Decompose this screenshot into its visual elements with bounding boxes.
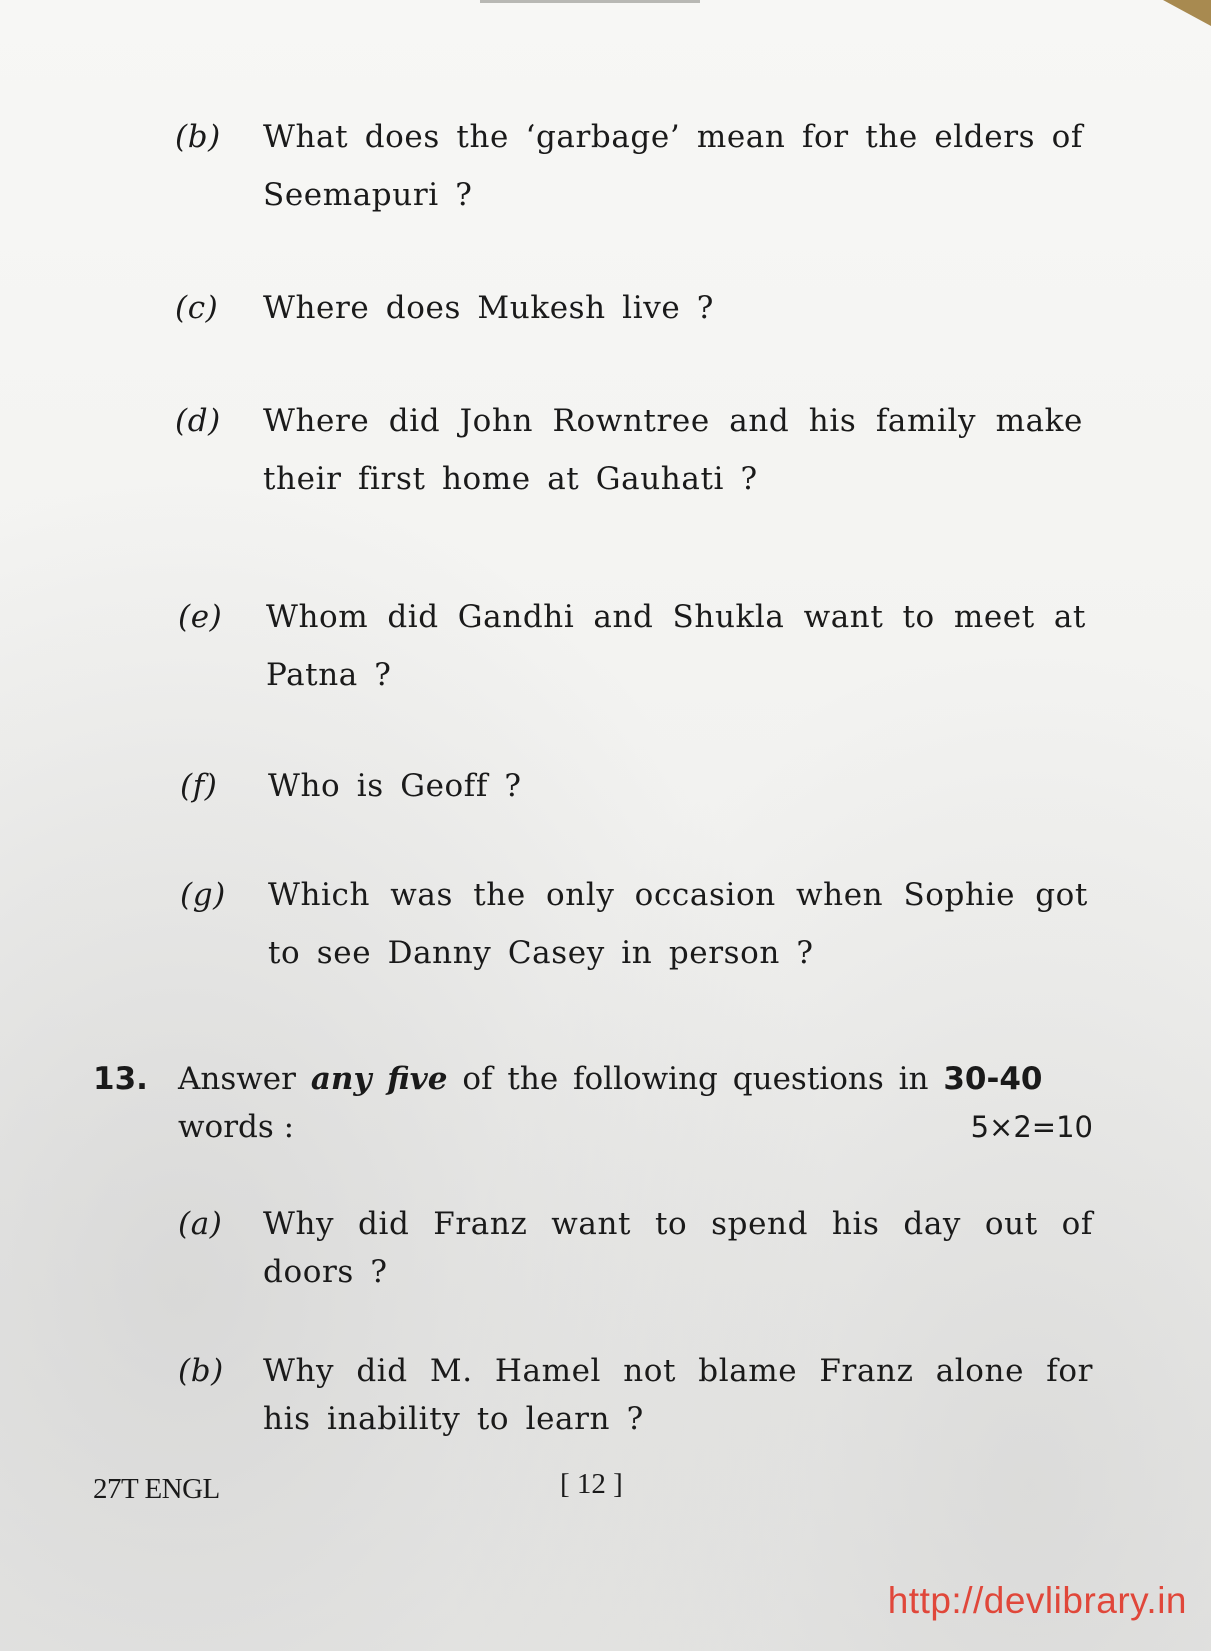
instruction-emphasis: any five xyxy=(310,1061,448,1097)
page-edge-shadow xyxy=(480,0,700,3)
instruction-text: Answer xyxy=(178,1061,311,1097)
question-label: (d) xyxy=(175,403,221,439)
section-number: 13. xyxy=(93,1061,148,1097)
section-instruction xyxy=(178,1055,1093,1103)
question-label: (a) xyxy=(178,1206,223,1242)
question-label: (f) xyxy=(180,768,218,804)
instruction-text: of the following questions in xyxy=(447,1061,944,1097)
question-label: (g) xyxy=(180,877,226,913)
question-text: Which was the only occasion when Sophie got to see Danny Casey in person ? xyxy=(268,877,1088,971)
question-label: (e) xyxy=(178,599,223,635)
question-label: (c) xyxy=(175,290,219,326)
watermark-link[interactable]: http://devlibrary.in xyxy=(887,1580,1187,1621)
question-text: Why did M. Hamel not blame Franz alone for his inability to learn ? xyxy=(263,1353,1093,1437)
question-text: Who is Geoff ? xyxy=(268,768,522,804)
page-number: [ 12 ] xyxy=(560,1468,623,1500)
question-text: Why did Franz want to spend his day out of doors ? xyxy=(263,1206,1093,1290)
question-text: Where does Mukesh live ? xyxy=(263,290,714,326)
marks-allocation: 5×2=10 xyxy=(970,1110,1093,1144)
word-range: 30-40 xyxy=(943,1061,1043,1097)
question-label: (b) xyxy=(178,1353,224,1389)
question-text: Whom did Gandhi and Shukla want to meet at Patna ? xyxy=(266,599,1086,693)
instruction-end: words : xyxy=(178,1109,295,1145)
question-text: Where did John Rowntree and his family make their first home at Gauhati ? xyxy=(263,403,1083,497)
question-text: What does the ‘garbage’ mean for the elders of Seemapuri ? xyxy=(263,119,1083,213)
page-corner xyxy=(1163,0,1211,26)
question-label: (b) xyxy=(175,119,221,155)
paper-code: 27T ENGL xyxy=(93,1473,220,1505)
